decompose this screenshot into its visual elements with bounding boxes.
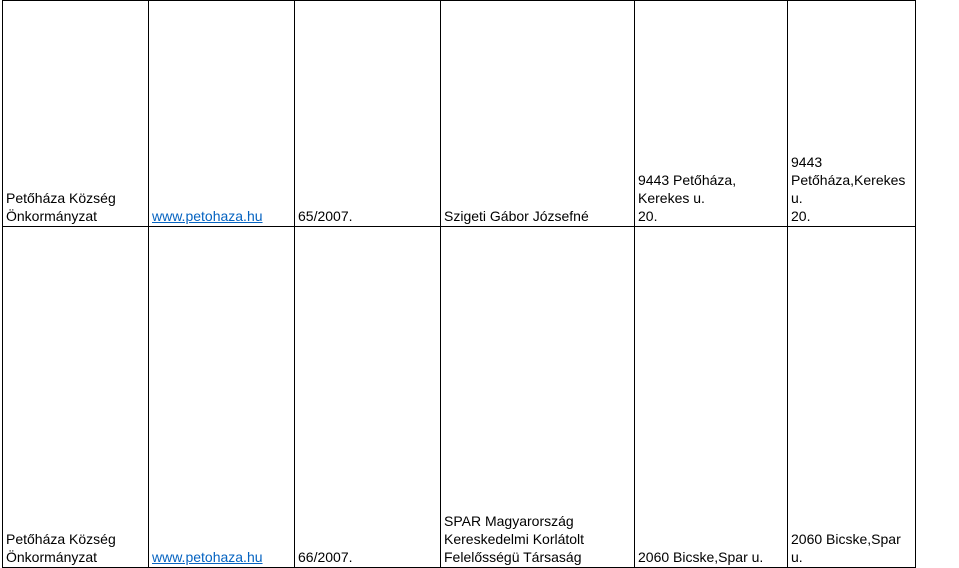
cell-number[interactable]	[295, 227, 441, 568]
table-row	[3, 227, 916, 568]
cell-company[interactable]	[441, 1, 635, 227]
table-row	[3, 1, 916, 227]
org-name: Petőháza Község Önkormányzat	[6, 531, 116, 565]
cell-website[interactable]	[149, 1, 295, 227]
cell-org[interactable]	[3, 227, 149, 568]
cell-address-b[interactable]	[788, 1, 916, 227]
cell-address-a[interactable]	[635, 227, 788, 568]
address-primary: 2060 Bicske,Spar u.	[638, 549, 764, 565]
cell-address-b[interactable]	[788, 227, 916, 568]
document-number: 66/2007.	[298, 549, 353, 565]
company-name: SPAR Magyarország Kereskedelmi Korlátolt Felelősségü Társaság	[444, 513, 585, 565]
document-number: 65/2007.	[298, 208, 353, 224]
org-name: Petőháza Község Önkormányzat	[6, 190, 116, 224]
cell-address-a[interactable]	[635, 1, 788, 227]
cell-org[interactable]	[3, 1, 149, 227]
address-secondary: 2060 Bicske,Spar u.	[791, 531, 905, 565]
company-name: Szigeti Gábor Józsefné	[444, 208, 589, 224]
address-primary: 9443 Petőháza, Kerekes u. 20.	[638, 172, 737, 224]
address-secondary: 9443 Petőháza,Kerekes u. 20.	[791, 154, 906, 224]
website-link[interactable]: www.petohaza.hu	[152, 208, 263, 224]
cell-number[interactable]	[295, 1, 441, 227]
spreadsheet-table	[2, 0, 916, 568]
website-link[interactable]: www.petohaza.hu	[152, 549, 263, 565]
cell-company[interactable]	[441, 227, 635, 568]
cell-website[interactable]	[149, 227, 295, 568]
